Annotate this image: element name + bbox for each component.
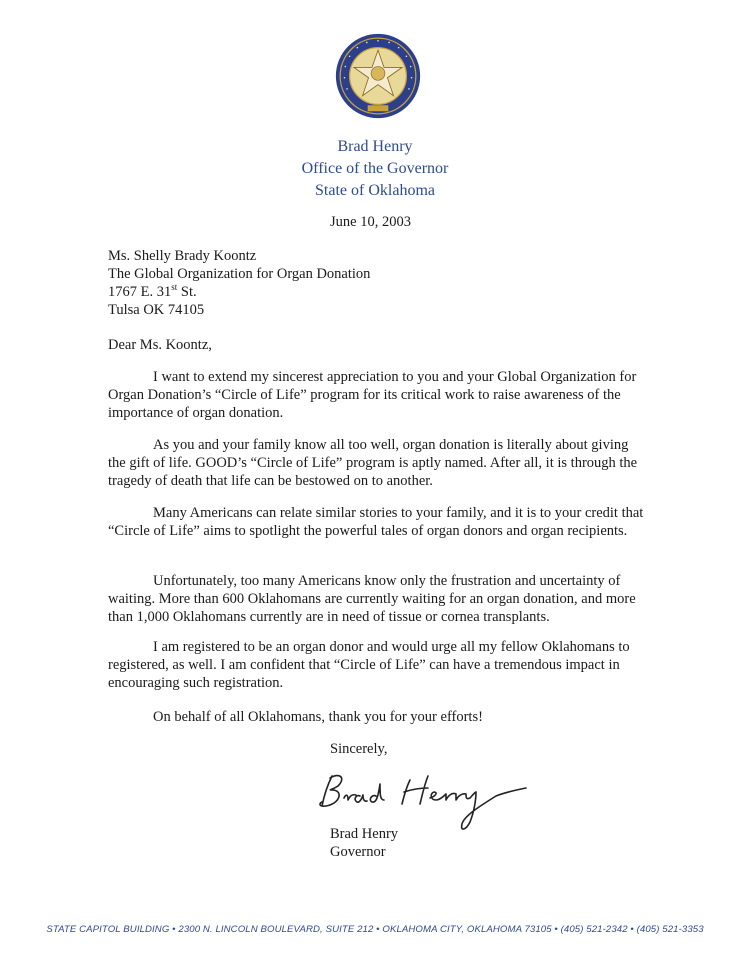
letterhead-state: State of Oklahoma: [315, 182, 435, 199]
letterhead-office: Office of the Governor: [301, 160, 449, 177]
recipient-city: Tulsa OK 74105: [108, 302, 205, 318]
body-paragraph: Many Americans can relate similar stories to your family, and it is to your credit that “Circle of Life” aims to spotlight the powerful tales of organ donors and organ recipients.: [108, 505, 644, 539]
body-paragraph: Unfortunately, too many Americans know only the frustration and uncertainty of waiting. More than 600 Oklahomans are currently waiting for an organ donation, and more than 1,000 Oklahomans currently are in need of tissue or cornea transplants.: [108, 573, 636, 625]
body-paragraph: As you and your family know all too well, organ donation is literally about giving the gift of life. GOOD’s “Circle of Life” program is aptly named. After all, it is through the tragedy of death that life can be bestowed on to another.: [108, 437, 638, 489]
street-rest: St.: [177, 284, 197, 300]
recipient-name: Ms. Shelly Brady Koontz: [108, 248, 257, 264]
recipient-organization: The Global Organization for Organ Donation: [108, 266, 371, 282]
footer-address: STATE CAPITOL BUILDING • 2300 N. LINCOLN BOULEVARD, SUITE 212 • OKLAHOMA CITY, OKLAHOMA 73105 • (405) 521-2342 • (405) 521-3353: [46, 924, 704, 935]
salutation: Dear Ms. Koontz,: [108, 337, 212, 353]
recipient-street: [108, 283, 197, 301]
letterhead-name: Brad Henry: [337, 138, 413, 155]
signer-title: Governor: [330, 844, 386, 860]
state-seal-logo: [335, 33, 421, 119]
street-ordinal: st: [171, 282, 178, 292]
body-paragraph: I want to extend my sincerest appreciation to you and your Global Organization for Organ Donation’s “Circle of Life” program for its critical work to raise awareness of the importance of organ donation.: [108, 369, 637, 421]
signer-name: Brad Henry: [330, 826, 399, 842]
street-number: 1767 E. 31: [108, 284, 172, 300]
body-paragraph: I am registered to be an organ donor and would urge all my fellow Oklahomans to registered, as well. I am confident that “Circle of Life” can have a tremendous impact in encouraging such registration.: [108, 639, 630, 691]
body-paragraph: On behalf of all Oklahomans, thank you for your efforts!: [153, 709, 483, 725]
letter-date: June 10, 2003: [330, 214, 411, 230]
closing: Sincerely,: [330, 741, 388, 757]
